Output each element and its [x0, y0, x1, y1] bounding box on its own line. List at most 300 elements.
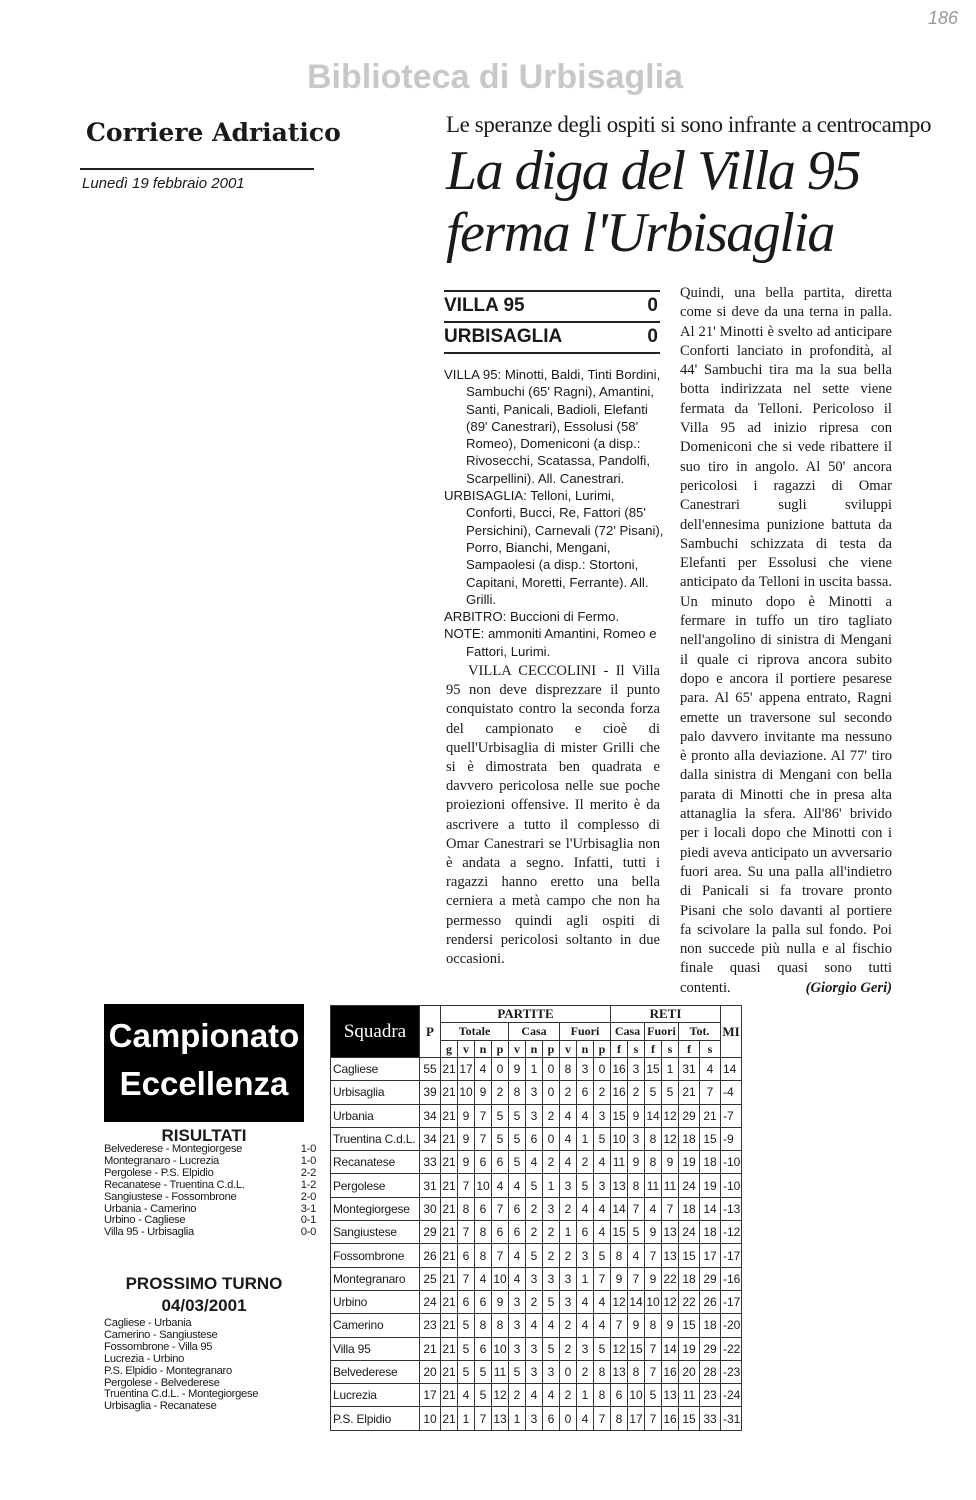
table-row	[331, 1244, 742, 1267]
stat-cell: 21	[441, 1151, 458, 1174]
stat-cell: 7	[628, 1267, 645, 1290]
championship-title-line-2: Eccellenza	[119, 1065, 289, 1102]
stat-cell: 1	[458, 1407, 475, 1430]
stat-cell: 13	[492, 1407, 509, 1430]
headline-line-2: ferma l'Urbisaglia	[446, 202, 834, 264]
stat-cell: 8	[645, 1151, 662, 1174]
stat-cell: 3	[577, 1244, 594, 1267]
stat-cell: 7	[645, 1337, 662, 1360]
team-name: Villa 95	[331, 1337, 420, 1360]
stat-cell: 21	[441, 1127, 458, 1150]
away-team: URBISAGLIA	[444, 326, 563, 347]
stat-cell: 14	[628, 1290, 645, 1313]
team-points: 23	[420, 1314, 441, 1337]
stat-cell: 7	[458, 1267, 475, 1290]
stat-cell: 16	[662, 1360, 679, 1383]
table-row	[331, 1127, 742, 1150]
team-points: 34	[420, 1104, 441, 1127]
team-mi: 14	[721, 1058, 742, 1081]
body-text-1: VILLA CECCOLINI - Il Villa 95 non deve disprezzare il punto conquistato contro la seconda forza del campionato e cioè di quell'Urbisaglia di mister Grilli che si è dimostrata ben quadrata e davvero pericolosa nelle sue poche proiezioni offensive. Il merito è da ascrivere a tutto il complesso di Omar Canestrari se l'Urbisaglia non è andata a segno. Infatti, tutti i ragazzi hanno eretto una bella cerniera a metà campo che non ha permesso quindi agli ospiti di rendersi pericolosi soltanto in due occasioni.	[446, 663, 660, 968]
stat-cell: 3	[628, 1127, 645, 1150]
stat-cell: 3	[509, 1337, 526, 1360]
table-row	[331, 1360, 742, 1383]
team-name: Urbino	[331, 1290, 420, 1313]
stat-cell: 8	[594, 1360, 611, 1383]
stat-cell: 5	[509, 1127, 526, 1150]
stat-cell: 24	[679, 1221, 700, 1244]
stat-cell: 26	[700, 1290, 721, 1313]
stat-cell: 9	[458, 1104, 475, 1127]
stat-cell: 15	[700, 1127, 721, 1150]
subheader-cell: g	[441, 1041, 458, 1058]
stat-cell: 9	[662, 1314, 679, 1337]
team-points: 25	[420, 1267, 441, 1290]
stat-cell: 2	[560, 1337, 577, 1360]
stat-cell: 4	[560, 1104, 577, 1127]
stat-cell: 18	[679, 1267, 700, 1290]
stat-cell: 6	[475, 1197, 492, 1220]
stat-cell: 2	[543, 1104, 560, 1127]
stat-cell: 21	[441, 1384, 458, 1407]
stat-cell: 5	[594, 1337, 611, 1360]
team-points: 17	[420, 1384, 441, 1407]
stat-cell: 1	[577, 1267, 594, 1290]
stat-cell: 12	[611, 1290, 628, 1313]
team-points: 10	[420, 1407, 441, 1430]
stat-cell: 2	[492, 1081, 509, 1104]
stat-cell: 7	[645, 1407, 662, 1430]
stat-cell: 5	[475, 1384, 492, 1407]
stat-cell: 5	[458, 1337, 475, 1360]
stat-cell: 12	[662, 1290, 679, 1313]
stat-cell: 31	[679, 1058, 700, 1081]
masthead-rule	[80, 168, 314, 170]
stat-cell: 5	[645, 1384, 662, 1407]
stat-cell: 0	[560, 1407, 577, 1430]
next-match-row: Urbisaglia - Recanatese	[104, 1400, 217, 1413]
stat-cell: 4	[475, 1058, 492, 1081]
stat-cell: 21	[441, 1244, 458, 1267]
stat-cell: 6	[577, 1221, 594, 1244]
stat-cell: 0	[543, 1058, 560, 1081]
stat-cell: 9	[509, 1058, 526, 1081]
result-score: 3-1	[300, 1202, 316, 1215]
stat-cell: 7	[645, 1244, 662, 1267]
stat-cell: 9	[611, 1267, 628, 1290]
stat-cell: 2	[560, 1081, 577, 1104]
stat-cell: 5	[628, 1221, 645, 1244]
stat-cell: 12	[662, 1127, 679, 1150]
team-points: 30	[420, 1197, 441, 1220]
stat-cell: 11	[611, 1151, 628, 1174]
stat-cell: 6	[577, 1081, 594, 1104]
team-points: 55	[420, 1058, 441, 1081]
stat-cell: 7	[662, 1197, 679, 1220]
stat-cell: 10	[628, 1384, 645, 1407]
next-match-row: Truentina C.d.L. - Montegiorgese	[104, 1388, 259, 1401]
stat-cell: 0	[560, 1360, 577, 1383]
stat-cell: 2	[594, 1081, 611, 1104]
stat-cell: 13	[662, 1384, 679, 1407]
stat-cell: 3	[560, 1174, 577, 1197]
subheader-cell: n	[526, 1041, 543, 1058]
stat-cell: 33	[700, 1407, 721, 1430]
header-reti-fuori: Fuori	[645, 1023, 679, 1041]
stat-cell: 15	[679, 1244, 700, 1267]
team-mi: -10	[721, 1151, 742, 1174]
stat-cell: 15	[628, 1337, 645, 1360]
article-headline	[446, 140, 860, 264]
stat-cell: 7	[611, 1314, 628, 1337]
stat-cell: 21	[441, 1290, 458, 1313]
stat-cell: 4	[645, 1197, 662, 1220]
away-goals: 0	[647, 326, 658, 347]
next-match-row: Lucrezia - Urbino	[104, 1352, 185, 1365]
stat-cell: 2	[543, 1221, 560, 1244]
stat-cell: 5	[475, 1360, 492, 1383]
headline-line-1: La diga del Villa 95	[446, 140, 860, 202]
stat-cell: 2	[526, 1221, 543, 1244]
stat-cell: 11	[645, 1174, 662, 1197]
stat-cell: 8	[645, 1314, 662, 1337]
team-name: Urbisaglia	[331, 1081, 420, 1104]
stat-cell: 4	[594, 1197, 611, 1220]
header-mi: MI	[721, 1006, 742, 1058]
stat-cell: 4	[594, 1314, 611, 1337]
stat-cell: 5	[662, 1081, 679, 1104]
stat-cell: 3	[526, 1104, 543, 1127]
referee: ARBITRO: Buccioni di Fermo.	[444, 609, 620, 625]
stat-cell: 8	[475, 1314, 492, 1337]
stat-cell: 7	[594, 1267, 611, 1290]
stat-cell: 4	[543, 1384, 560, 1407]
stat-cell: 7	[628, 1197, 645, 1220]
header-partite: PARTITE	[441, 1006, 611, 1023]
stat-cell: 11	[679, 1384, 700, 1407]
stat-cell: 29	[700, 1267, 721, 1290]
stat-cell: 24	[679, 1174, 700, 1197]
stat-cell: 8	[509, 1081, 526, 1104]
stat-cell: 1	[577, 1127, 594, 1150]
table-row	[331, 1081, 742, 1104]
stat-cell: 6	[526, 1127, 543, 1150]
stat-cell: 9	[645, 1267, 662, 1290]
stat-cell: 18	[700, 1314, 721, 1337]
team-mi: -9	[721, 1127, 742, 1150]
stat-cell: 4	[509, 1267, 526, 1290]
stat-cell: 7	[475, 1407, 492, 1430]
stat-cell: 2	[628, 1081, 645, 1104]
stat-cell: 13	[611, 1360, 628, 1383]
team-mi: -17	[721, 1244, 742, 1267]
stat-cell: 7	[458, 1221, 475, 1244]
subheader-cell: f	[679, 1041, 700, 1058]
stat-cell: 5	[458, 1360, 475, 1383]
stat-cell: 21	[441, 1221, 458, 1244]
stat-cell: 3	[594, 1174, 611, 1197]
article-body-column-1	[446, 662, 660, 969]
next-round-title: PROSSIMO TURNO	[125, 1274, 283, 1293]
stat-cell: 12	[662, 1104, 679, 1127]
stat-cell: 15	[645, 1058, 662, 1081]
subheader-cell: f	[611, 1041, 628, 1058]
result-match: Urbino - Cagliese	[104, 1214, 186, 1227]
stat-cell: 0	[543, 1127, 560, 1150]
stat-cell: 7	[492, 1197, 509, 1220]
stat-cell: 14	[645, 1104, 662, 1127]
stat-cell: 13	[662, 1244, 679, 1267]
stat-cell: 21	[679, 1081, 700, 1104]
stat-cell: 18	[679, 1197, 700, 1220]
match-notes: NOTE: ammoniti Amantini, Romeo e Fattori, Lurimi.	[444, 626, 657, 659]
result-row	[104, 1180, 316, 1192]
team-points: 31	[420, 1174, 441, 1197]
team-points: 20	[420, 1360, 441, 1383]
team-name: Camerino	[331, 1314, 420, 1337]
result-score: 1-0	[300, 1154, 316, 1167]
header-points: P	[420, 1006, 441, 1058]
stat-cell: 21	[441, 1174, 458, 1197]
stat-cell: 8	[594, 1384, 611, 1407]
subheader-cell: p	[543, 1041, 560, 1058]
stat-cell: 10	[492, 1267, 509, 1290]
stat-cell: 5	[526, 1244, 543, 1267]
subheader-cell: s	[662, 1041, 679, 1058]
championship-title-line-1: Campionato	[108, 1017, 300, 1054]
stat-cell: 21	[441, 1314, 458, 1337]
stat-cell: 17	[628, 1407, 645, 1430]
stat-cell: 4	[526, 1384, 543, 1407]
stat-cell: 7	[645, 1360, 662, 1383]
home-team: VILLA 95	[444, 295, 525, 316]
next-match-row: Fossombrone - Villa 95	[104, 1340, 213, 1353]
stat-cell: 5	[543, 1337, 560, 1360]
stat-cell: 9	[628, 1151, 645, 1174]
result-match: Montegranaro - Lucrezia	[104, 1154, 219, 1167]
subheader-cell: p	[594, 1041, 611, 1058]
stat-cell: 5	[577, 1174, 594, 1197]
result-row	[104, 1168, 316, 1180]
subheader-cell: n	[475, 1041, 492, 1058]
stat-cell: 9	[628, 1104, 645, 1127]
stat-cell: 13	[662, 1221, 679, 1244]
stat-cell: 1	[543, 1174, 560, 1197]
stat-cell: 7	[700, 1081, 721, 1104]
result-row	[104, 1192, 316, 1204]
header-fuori: Fuori	[560, 1023, 611, 1041]
stat-cell: 4	[458, 1384, 475, 1407]
score-away	[444, 326, 658, 348]
stat-cell: 2	[543, 1151, 560, 1174]
team-mi: -16	[721, 1267, 742, 1290]
stat-cell: 21	[441, 1081, 458, 1104]
team-name: Montegranaro	[331, 1267, 420, 1290]
stat-cell: 10	[611, 1127, 628, 1150]
stat-cell: 6	[475, 1290, 492, 1313]
stat-cell: 9	[475, 1081, 492, 1104]
stat-cell: 5	[526, 1174, 543, 1197]
stat-cell: 28	[700, 1360, 721, 1383]
result-score: 0-1	[300, 1214, 316, 1227]
team-name: Recanatese	[331, 1151, 420, 1174]
subheader-cell: v	[458, 1041, 475, 1058]
stat-cell: 21	[441, 1267, 458, 1290]
stat-cell: 0	[543, 1081, 560, 1104]
stat-cell: 5	[543, 1290, 560, 1313]
stat-cell: 6	[475, 1151, 492, 1174]
subheader-cell: n	[577, 1041, 594, 1058]
stat-cell: 8	[475, 1221, 492, 1244]
stat-cell: 3	[543, 1360, 560, 1383]
stat-cell: 3	[526, 1081, 543, 1104]
stat-cell: 8	[458, 1197, 475, 1220]
stat-cell: 2	[526, 1290, 543, 1313]
result-score: 0-0	[300, 1226, 316, 1239]
stat-cell: 2	[560, 1314, 577, 1337]
stat-cell: 16	[611, 1058, 628, 1081]
table-row	[331, 1267, 742, 1290]
result-match: Belvederese - Montegiorgese	[104, 1143, 243, 1155]
table-row	[331, 1290, 742, 1313]
stat-cell: 12	[492, 1384, 509, 1407]
team-name: Fossombrone	[331, 1244, 420, 1267]
stat-cell: 5	[509, 1360, 526, 1383]
stat-cell: 5	[458, 1314, 475, 1337]
newspaper-masthead: Corriere Adriatico	[86, 118, 341, 147]
stat-cell: 9	[662, 1151, 679, 1174]
team-mi: -22	[721, 1337, 742, 1360]
stat-cell: 4	[560, 1151, 577, 1174]
table-row	[331, 1337, 742, 1360]
team-points: 29	[420, 1221, 441, 1244]
team-name: Urbania	[331, 1104, 420, 1127]
stat-cell: 4	[526, 1314, 543, 1337]
stat-cell: 21	[700, 1104, 721, 1127]
stat-cell: 1	[577, 1384, 594, 1407]
stat-cell: 3	[526, 1360, 543, 1383]
stat-cell: 21	[441, 1407, 458, 1430]
team-mi: -10	[721, 1174, 742, 1197]
stat-cell: 3	[543, 1197, 560, 1220]
stat-cell: 8	[611, 1244, 628, 1267]
stat-cell: 3	[526, 1337, 543, 1360]
stat-cell: 10	[458, 1081, 475, 1104]
stat-cell: 16	[662, 1407, 679, 1430]
stat-cell: 21	[441, 1360, 458, 1383]
header-reti-casa: Casa	[611, 1023, 645, 1041]
team-points: 33	[420, 1151, 441, 1174]
stat-cell: 6	[492, 1221, 509, 1244]
stat-cell: 9	[492, 1290, 509, 1313]
stat-cell: 5	[509, 1104, 526, 1127]
team-name: Sangiustese	[331, 1221, 420, 1244]
stat-cell: 4	[543, 1314, 560, 1337]
subheader-cell: v	[509, 1041, 526, 1058]
next-round-date: 04/03/2001	[161, 1296, 247, 1315]
stat-cell: 2	[577, 1151, 594, 1174]
standings-table	[330, 1005, 742, 1431]
body-text-2: Quindi, una bella partita, diretta come si deve da una terna in palla. Al 21' Minotti è svelto ad anticipare Conforti lanciato in profondità, al 44' Sambuchi tira ma la sua bella botta indirizzata nel sette viene fermata da Telloni. Pericoloso il Villa 95 ad inizio ripresa con Domeniconi che si vede ribattere il suo tiro in angolo. Al 50' ancora pericolosi i ragazzi di Omar Canestrari sugli sviluppi dell'ennesima punizione battuta da Sambuchi schizzata di testa da Elefanti per Essolusi che viene anticipato da Telloni in uscita bassa. Un minuto dopo è Minotti a fermare in tuffo un tiro tagliato nell'angolino di sinistra di Mengani il quale ci riprova ancora subito dopo e ancora il portiere pesarese para. Al 65' appena entrato, Ragni emette un traversone sul secondo palo davvero invitante ma nessuno è pronto alla deviazione. Al 77' tiro dalla sinistra di Mengani con bella parata di Minotti che in presa alta attanaglia la sfera. All'86' brivido per i locali dopo che Minotti con i piedi aveva anticipato un avversario fuori area. Su una palla all'indietro di Panicali si fa trovare pronto Pisani che solo davanti al portiere fa scivolare la palla sul fondo. Poi non succede più nulla e al fischio finale quasi quasi sono tutti contenti.	[680, 285, 892, 996]
stat-cell: 7	[458, 1174, 475, 1197]
archive-watermark: Biblioteca di Urbisaglia	[307, 58, 683, 96]
result-row	[104, 1227, 316, 1239]
team-name: Lucrezia	[331, 1384, 420, 1407]
stat-cell: 7	[594, 1407, 611, 1430]
stat-cell: 8	[611, 1407, 628, 1430]
table-row	[331, 1174, 742, 1197]
result-match: Pergolese - P.S. Elpidio	[104, 1166, 214, 1179]
stat-cell: 4	[628, 1244, 645, 1267]
team-name: Cagliese	[331, 1058, 420, 1081]
header-totale: Totale	[441, 1023, 509, 1041]
table-row	[331, 1058, 742, 1081]
score-rule-middle	[444, 321, 660, 323]
stat-cell: 4	[577, 1314, 594, 1337]
stat-cell: 4	[577, 1407, 594, 1430]
stat-cell: 20	[679, 1360, 700, 1383]
stat-cell: 8	[560, 1058, 577, 1081]
result-score: 1-2	[300, 1178, 316, 1191]
stat-cell: 14	[611, 1197, 628, 1220]
stat-cell: 19	[679, 1337, 700, 1360]
stat-cell: 16	[611, 1081, 628, 1104]
result-score: 2-2	[300, 1166, 316, 1179]
stat-cell: 6	[475, 1337, 492, 1360]
stat-cell: 6	[458, 1290, 475, 1313]
stat-cell: 10	[645, 1290, 662, 1313]
header-casa: Casa	[509, 1023, 560, 1041]
lineup-home: VILLA 95: Minotti, Baldi, Tinti Bordini, Sambuchi (65' Ragni), Amantini, Santi, Panicali, Badioli, Elefanti (89' Canestrari), Essolusi (58' Romeo), Domeniconi (a disp.: Rivosecchi, Scatassa, Pandolfi, Scarpellini). All. Canestrari.	[444, 367, 661, 486]
stat-cell: 5	[594, 1244, 611, 1267]
stat-cell: 2	[543, 1244, 560, 1267]
home-goals: 0	[647, 295, 658, 316]
team-name: Truentina C.d.L.	[331, 1127, 420, 1150]
stat-cell: 8	[475, 1244, 492, 1267]
match-lineups	[444, 366, 666, 660]
table-row	[331, 1384, 742, 1407]
stat-cell: 8	[645, 1127, 662, 1150]
stat-cell: 3	[509, 1290, 526, 1313]
stat-cell: 29	[679, 1104, 700, 1127]
team-mi: -12	[721, 1221, 742, 1244]
stat-cell: 18	[679, 1127, 700, 1150]
team-points: 39	[420, 1081, 441, 1104]
stat-cell: 7	[492, 1244, 509, 1267]
stat-cell: 7	[475, 1127, 492, 1150]
stat-cell: 5	[509, 1151, 526, 1174]
subheader-cell: p	[492, 1041, 509, 1058]
result-match: Urbania - Camerino	[104, 1202, 197, 1215]
team-points: 34	[420, 1127, 441, 1150]
results-heading: RISULTATI	[161, 1126, 247, 1145]
stat-cell: 6	[509, 1221, 526, 1244]
stat-cell: 2	[560, 1384, 577, 1407]
stat-cell: 8	[628, 1174, 645, 1197]
stat-cell: 17	[700, 1244, 721, 1267]
stat-cell: 14	[700, 1197, 721, 1220]
score-rule-bottom	[444, 352, 660, 354]
stat-cell: 21	[441, 1337, 458, 1360]
stat-cell: 4	[509, 1244, 526, 1267]
table-row	[331, 1151, 742, 1174]
table-row	[331, 1197, 742, 1220]
stat-cell: 15	[611, 1104, 628, 1127]
team-name: Pergolese	[331, 1174, 420, 1197]
article-kicker: Le speranze degli ospiti si sono infrante a centrocampo	[446, 112, 932, 137]
result-match: Villa 95 - Urbisaglia	[104, 1226, 194, 1239]
stat-cell: 3	[628, 1058, 645, 1081]
stat-cell: 6	[611, 1384, 628, 1407]
